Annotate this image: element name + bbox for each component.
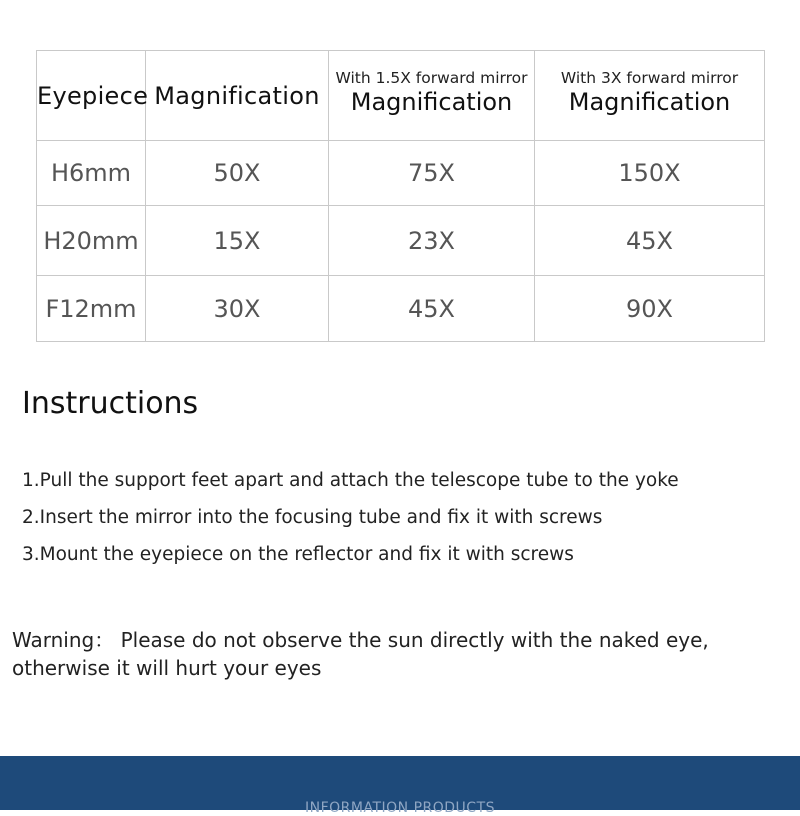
warning-text: Warning： Please do not observe the sun directly with the naked eye, otherwise it will hurt your eyes <box>12 628 709 680</box>
magnification-3x-cell: 90X <box>535 276 765 342</box>
header-3x-label: Magnification <box>568 87 731 116</box>
header-eyepiece-label: Eyepiece <box>37 81 149 110</box>
magnification-1-5x-cell: 23X <box>329 206 535 276</box>
instruction-step: 2.Insert the mirror into the focusing tube and fix it with screws <box>22 507 603 528</box>
header-3x-note: With 3X forward mirror <box>560 68 739 87</box>
table-row <box>37 141 765 206</box>
eyepiece-cell: H20mm <box>37 206 146 276</box>
header-1-5x-label: Magnification <box>350 87 513 116</box>
magnification-cell: 15X <box>146 206 329 276</box>
magnification-3x-cell: 45X <box>535 206 765 276</box>
eyepiece-cell: H6mm <box>37 141 146 206</box>
instruction-step: 1.Pull the support feet apart and attach the telescope tube to the yoke <box>22 470 679 491</box>
header-magnification-3x <box>535 51 765 141</box>
eyepiece-cell: F12mm <box>37 276 146 342</box>
footer-band <box>0 756 800 816</box>
header-1-5x-note: With 1.5X forward mirror <box>335 68 528 87</box>
instruction-step: 3.Mount the eyepiece on the reflector and fix it with screws <box>22 544 574 565</box>
table-header-row <box>37 51 765 141</box>
instructions-list <box>22 468 679 579</box>
magnification-1-5x-cell: 45X <box>329 276 535 342</box>
table-row <box>37 206 765 276</box>
magnification-cell: 30X <box>146 276 329 342</box>
footer-label: INFORMATION PRODUCTS <box>304 800 496 816</box>
instructions-heading: Instructions <box>22 386 199 421</box>
magnification-1-5x-cell: 75X <box>329 141 535 206</box>
header-magnification <box>146 51 329 141</box>
magnification-cell: 50X <box>146 141 329 206</box>
table-row <box>37 276 765 342</box>
header-eyepiece <box>37 51 149 141</box>
magnification-table <box>36 50 765 342</box>
header-magnification-1-5x <box>329 51 535 141</box>
header-magnification-label: Magnification <box>154 81 320 110</box>
magnification-3x-cell: 150X <box>535 141 765 206</box>
